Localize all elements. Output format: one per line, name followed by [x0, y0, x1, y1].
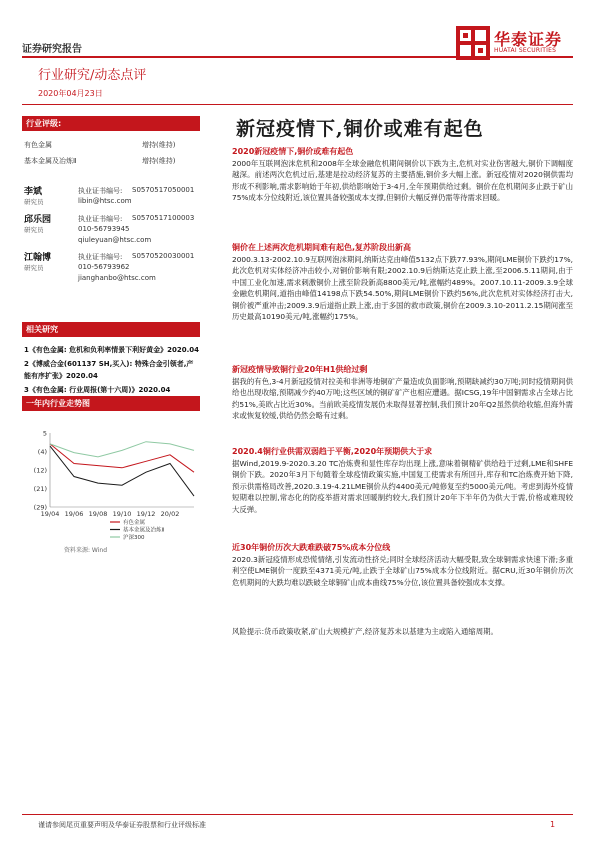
y-tick-label: (29) [33, 503, 47, 512]
x-tick-label: 20/02 [160, 510, 180, 518]
chart-source: 资料来源: Wind [64, 547, 108, 554]
section-body: 2000年互联网泡沫危机和2008年全球金融危机期间铜价以下跌为主,危机对实业伤害越大,铜价下调幅度越深。前述两次危机过后,基建是拉动经济复苏的主要措施,铜价多大幅上涨。新冠疫情对2020铜供需均形成不利影响,需求影响始于年初,供给影响始于3-4月,全年预期供给过剩。铜价在危机期间多止跌于矿山75%成本分位线附近,该位置具备较强成本支撑,但铜价大幅反弹仍需等待需求回暖。 [232, 159, 573, 203]
legend-label: 有色金属 [123, 520, 146, 527]
y-tick-label: (12) [33, 466, 47, 475]
header-rule-bottom [22, 104, 573, 105]
section-heading: 2020.4铜行业供需双弱趋于平衡,2020年预期供大于求 [232, 447, 433, 456]
related-item[interactable]: 2《博威合金(601137 SH,买入): 特殊合金引领者,产能有序扩张》2020.04 [24, 360, 194, 380]
section-heading: 2020新冠疫情下,铜价或难有起色 [232, 147, 354, 156]
analyst-cert: S0570520030001 [132, 252, 195, 260]
x-tick-label: 19/04 [40, 510, 60, 518]
section-body: 2020.3新冠疫情形成恐慌情绪,引发流动性挤兑;同时全球经济活动大幅受限,致全球铜需求快速下滑;多重利空使LME铜价一度跌至4371美元/吨,止跌于全球矿山75%成本分位线附近。据CRU,近30年铜价历次危机期间的大跌均难以跌破全球铜矿山成本曲线75%分位,该位置具备较强成本支撑。 [232, 555, 573, 587]
footer-rule [22, 814, 573, 815]
y-tick-label: (4) [37, 448, 47, 456]
x-tick-label: 19/06 [64, 510, 84, 518]
analyst-cert-label: 执业证书编号: [78, 253, 123, 261]
rating-row [24, 156, 176, 166]
section-heading: 铜价在上述两次危机期间难有起色,复苏阶段出新高 [232, 243, 412, 252]
analyst-card [24, 250, 200, 290]
analyst-name: 江翰博 [24, 253, 52, 263]
x-tick-label: 19/10 [112, 510, 132, 518]
analyst-name: 邱乐园 [24, 215, 52, 225]
analyst-phone: 010-56793945 [78, 225, 130, 233]
series-line [50, 442, 194, 457]
legend-label: 沪深300 [123, 535, 145, 542]
report-date: 2020年04月23日 [38, 89, 103, 98]
section-heading: 近30年铜价历次大跌难跌破75%成本分位线 [232, 543, 391, 552]
section-body: 据我的有色,3-4月新冠疫情对拉美和非洲等地铜矿产量造成负面影响,预期缺减约30万吨;同时疫情期间供给也出现收缩,预期减少约40万吨;这些区域的铜矿矿产也相应遭遇。据ICSG,19年中国铜需求占全球占比约51%,美欧占比近30%。当前欧美疫情发展仍未取得显著控制,我们预计20年Q2虽然供给收缩,但海外需求或恢复较缓,供给仍然会略有过剩。 [232, 377, 573, 421]
analyst-email[interactable]: jianghanbo@htsc.com [78, 274, 156, 282]
y-tick-label: (21) [33, 485, 47, 493]
y-tick-label: 5 [42, 429, 47, 438]
page-number: 1 [550, 820, 556, 829]
analyst-role: 研究员 [24, 264, 44, 272]
analyst-cert-label: 执业证书编号: [78, 187, 123, 195]
analyst-cert: S0570517050001 [132, 186, 195, 194]
industry-trend-chart [24, 425, 202, 543]
related-list [24, 344, 200, 396]
series-line [50, 444, 194, 472]
rating-sector: 基本金属及冶炼Ⅱ [24, 157, 77, 165]
section-heading: 新冠疫情导致铜行业20年H1供给过剩 [232, 365, 368, 374]
section-body: 据Wind,2019.9-2020.3.20 TC冶炼费和显性库存均出现上涨,意味着铜精矿供给趋于过剩,LME和SHFE铜价下跌。2020年3月下旬随着全球疫情政策实施,中国复工使需求有所回升,库存和TC冶炼费开始下降,预示供需格局改善,2020.3.19-4.21LME铜价从约4400美元/吨修复至约5000美元/吨。考虑到海外疫情短期难以控制,常态化的防疫举措对需求回暖制约较大,我们预计20年下半年仍为供大于需,价格或难现较大反弹。 [232, 459, 573, 514]
report-category-label: 证券研究报告 [22, 44, 82, 55]
analyst-role: 研究员 [24, 226, 44, 234]
rating-row [24, 140, 176, 150]
rating-sector: 有色金属 [24, 141, 52, 149]
page-title: 新冠疫情下,铜价或难有起色 [236, 118, 484, 140]
analyst-phone: 010-56793962 [78, 263, 130, 271]
related-item[interactable]: 1《有色金属: 危机和负利率情景下利好黄金》2020.04 [24, 346, 199, 354]
header-rule [22, 56, 573, 58]
section-body: 2000.3.13-2002.10.9互联网泡沫期间,纳斯达克由峰值5132点下跌77.93%,期间LME铜价下跌约17%,此次危机对实体经济冲击较小,对铜价影响有限;2002.10.9后纳斯达克止跌上涨,至2006.5.11期间,由于中国工业化加速,需求刺激铜价上涨至阶段新高8800美元/吨,涨幅约489%。2007.10.11-2009.3.9全球金融危机期间,道指由峰值14198点下跌54.50%,期间LME铜价下跌约56%,此次危机对实体经济打击大,铜价被严重冲击;2009.3.9后道指止跌上涨,由于多国的救市政策,铜价在2009.3.10-2011.2.15期间涨至历史最高10190美元/吨,涨幅约175%。 [232, 255, 573, 322]
analyst-role: 研究员 [24, 198, 44, 206]
analyst-cert: S0570517100003 [132, 214, 195, 222]
analyst-name: 李斌 [24, 187, 43, 197]
logo-name-en: HUATAI SECURITIES [494, 47, 557, 54]
logo-name-cn: 华泰证券 [494, 30, 563, 49]
rating-heading: 行业评级: [22, 116, 200, 131]
footer-disclaimer[interactable]: 谨请参阅尾页重要声明及华泰证券股票和行业评级标准 [38, 821, 206, 829]
analyst-email[interactable]: libin@htsc.com [78, 197, 132, 205]
report-type: 行业研究/动态点评 [38, 68, 147, 83]
analyst-email[interactable]: qiuleyuan@htsc.com [78, 236, 152, 244]
chart-heading: 一年内行业走势图 [22, 396, 200, 411]
x-tick-label: 19/08 [88, 510, 108, 518]
analyst-card [24, 212, 200, 252]
related-heading: 相关研究 [22, 322, 200, 337]
series-line [50, 446, 194, 496]
x-tick-label: 19/12 [136, 510, 156, 518]
rating-value: 增持(维持) [142, 141, 176, 149]
analyst-cert-label: 执业证书编号: [78, 215, 123, 223]
rating-value: 增持(维持) [142, 157, 176, 165]
risk-warning: 风险提示:货币政策收紧,矿山大规模扩产,经济复苏未以基建为主或陷入通缩周期。 [232, 627, 498, 636]
huatai-logo-icon [456, 26, 490, 60]
related-item[interactable]: 3《有色金属: 行业周报(第十六周)》2020.04 [24, 386, 171, 394]
legend-label: 基本金属及冶炼Ⅱ [123, 527, 165, 534]
